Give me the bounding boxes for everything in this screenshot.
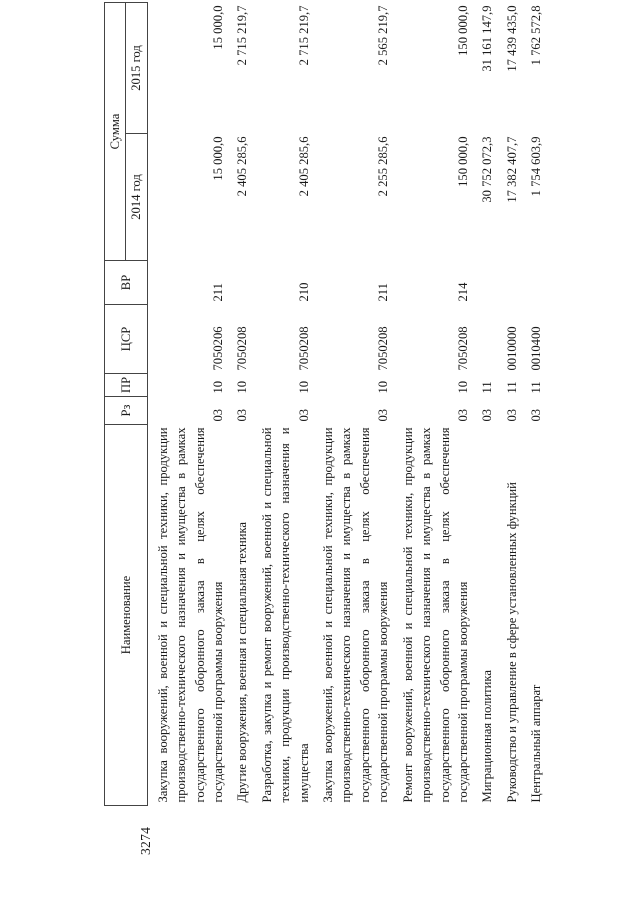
row-name: Разработка, закупка и ремонт вооружений, военной и специальной техники, продукции производственно-технического назначения и имущества — [259, 427, 311, 803]
row-vr — [527, 261, 545, 305]
row-rz: 03 — [529, 408, 544, 422]
row-vr — [233, 261, 251, 305]
row-pr: 10 — [376, 380, 391, 394]
row-csr: 7050206 — [211, 326, 226, 371]
row-rz: 03 — [296, 408, 311, 422]
row-2015: 31 161 147,9 — [480, 5, 495, 72]
row-pr: 11 — [504, 381, 519, 394]
table-row — [399, 2, 473, 805]
row-pr: 11 — [480, 381, 495, 394]
row-name: Руководство и управление в сфере установленных функций — [504, 482, 519, 803]
row-2014: 2 255 285,6 — [376, 136, 391, 197]
table-row — [319, 2, 393, 805]
table-row — [527, 2, 545, 805]
header-sum: Сумма — [105, 2, 126, 260]
row-2014: 17 382 407,7 — [504, 136, 519, 203]
row-2014: 150 000,0 — [455, 136, 470, 187]
header-2015: 2015 год — [126, 2, 147, 133]
header-row-1 — [105, 2, 126, 805]
table-row — [258, 2, 313, 805]
row-rz: 03 — [504, 408, 519, 422]
row-csr: 0010000 — [504, 326, 519, 371]
row-vr: 211 — [211, 283, 226, 302]
row-vr: 211 — [376, 283, 391, 302]
row-name: Закупка вооружений, военной и специальной техники, продукции производственно-технического назначения и имущества в рамках государственного оборонного заказа в целях обеспечения государственной программы вооружения — [155, 427, 226, 803]
row-vr: 210 — [296, 282, 311, 302]
row-vr — [478, 261, 496, 305]
row-pr: 11 — [529, 381, 544, 394]
row-2015: 2 715 219,7 — [296, 5, 311, 66]
row-name: Другие вооружения, военная и специальная техника — [235, 522, 250, 803]
row-csr: 0010400 — [529, 326, 544, 371]
row-2014: 15 000,0 — [211, 136, 226, 181]
table-row — [154, 2, 228, 805]
row-2015: 17 439 435,0 — [504, 5, 519, 72]
table-row — [478, 2, 496, 805]
row-2014: 2 405 285,6 — [296, 136, 311, 197]
row-name: Закупка вооружений, военной и специальной техники, продукции производственно-технического назначения и имущества в рамках государственного оборонного заказа в целях обеспечения государственной программы вооружения — [321, 427, 391, 803]
row-vr — [503, 261, 521, 305]
row-pr: 10 — [455, 380, 470, 394]
page-number: 3274 — [138, 826, 153, 855]
rotated-page — [104, 0, 640, 863]
header-2014: 2014 год — [126, 134, 147, 261]
header-rz: Рз — [105, 397, 148, 425]
table-row — [233, 2, 251, 805]
row-csr: 7050208 — [376, 326, 391, 371]
budget-table — [104, 2, 546, 806]
row-2015: 15 000,0 — [211, 5, 226, 50]
row-2015: 1 762 572,8 — [529, 5, 544, 66]
table-row — [503, 2, 521, 805]
row-rz: 03 — [480, 408, 495, 422]
header-csr: ЦСР — [105, 305, 148, 374]
row-pr: 10 — [211, 380, 226, 394]
row-pr: 10 — [235, 380, 250, 394]
header-vr: ВР — [105, 261, 148, 305]
row-name: Миграционная политика — [480, 670, 495, 803]
row-pr: 10 — [296, 380, 311, 394]
row-csr: 7050208 — [235, 326, 250, 371]
row-csr: 7050208 — [296, 326, 311, 371]
row-2014: 30 752 072,3 — [480, 136, 495, 203]
row-rz: 03 — [376, 408, 391, 422]
row-2014: 2 405 285,6 — [235, 136, 250, 197]
row-rz: 03 — [455, 408, 470, 422]
row-2014: 1 754 603,9 — [529, 136, 544, 197]
row-rz: 03 — [235, 408, 250, 422]
row-2015: 150 000,0 — [455, 5, 470, 56]
row-csr: 7050208 — [455, 326, 470, 371]
row-vr: 214 — [455, 282, 470, 302]
row-name: Ремонт вооружений, военной и специальной техники, продукции производственно-технического назначения и имущества в рамках государственного оборонного заказа в целях обеспечения государственной программы вооружения — [400, 427, 470, 803]
row-2015: 2 715 219,7 — [235, 5, 250, 66]
row-name: Центральный аппарат — [529, 684, 544, 803]
row-csr — [478, 305, 496, 374]
header-pr: ПР — [105, 374, 148, 397]
header-name: Наименование — [105, 425, 148, 806]
row-rz: 03 — [211, 408, 226, 422]
row-2015: 2 565 219,7 — [376, 5, 391, 66]
